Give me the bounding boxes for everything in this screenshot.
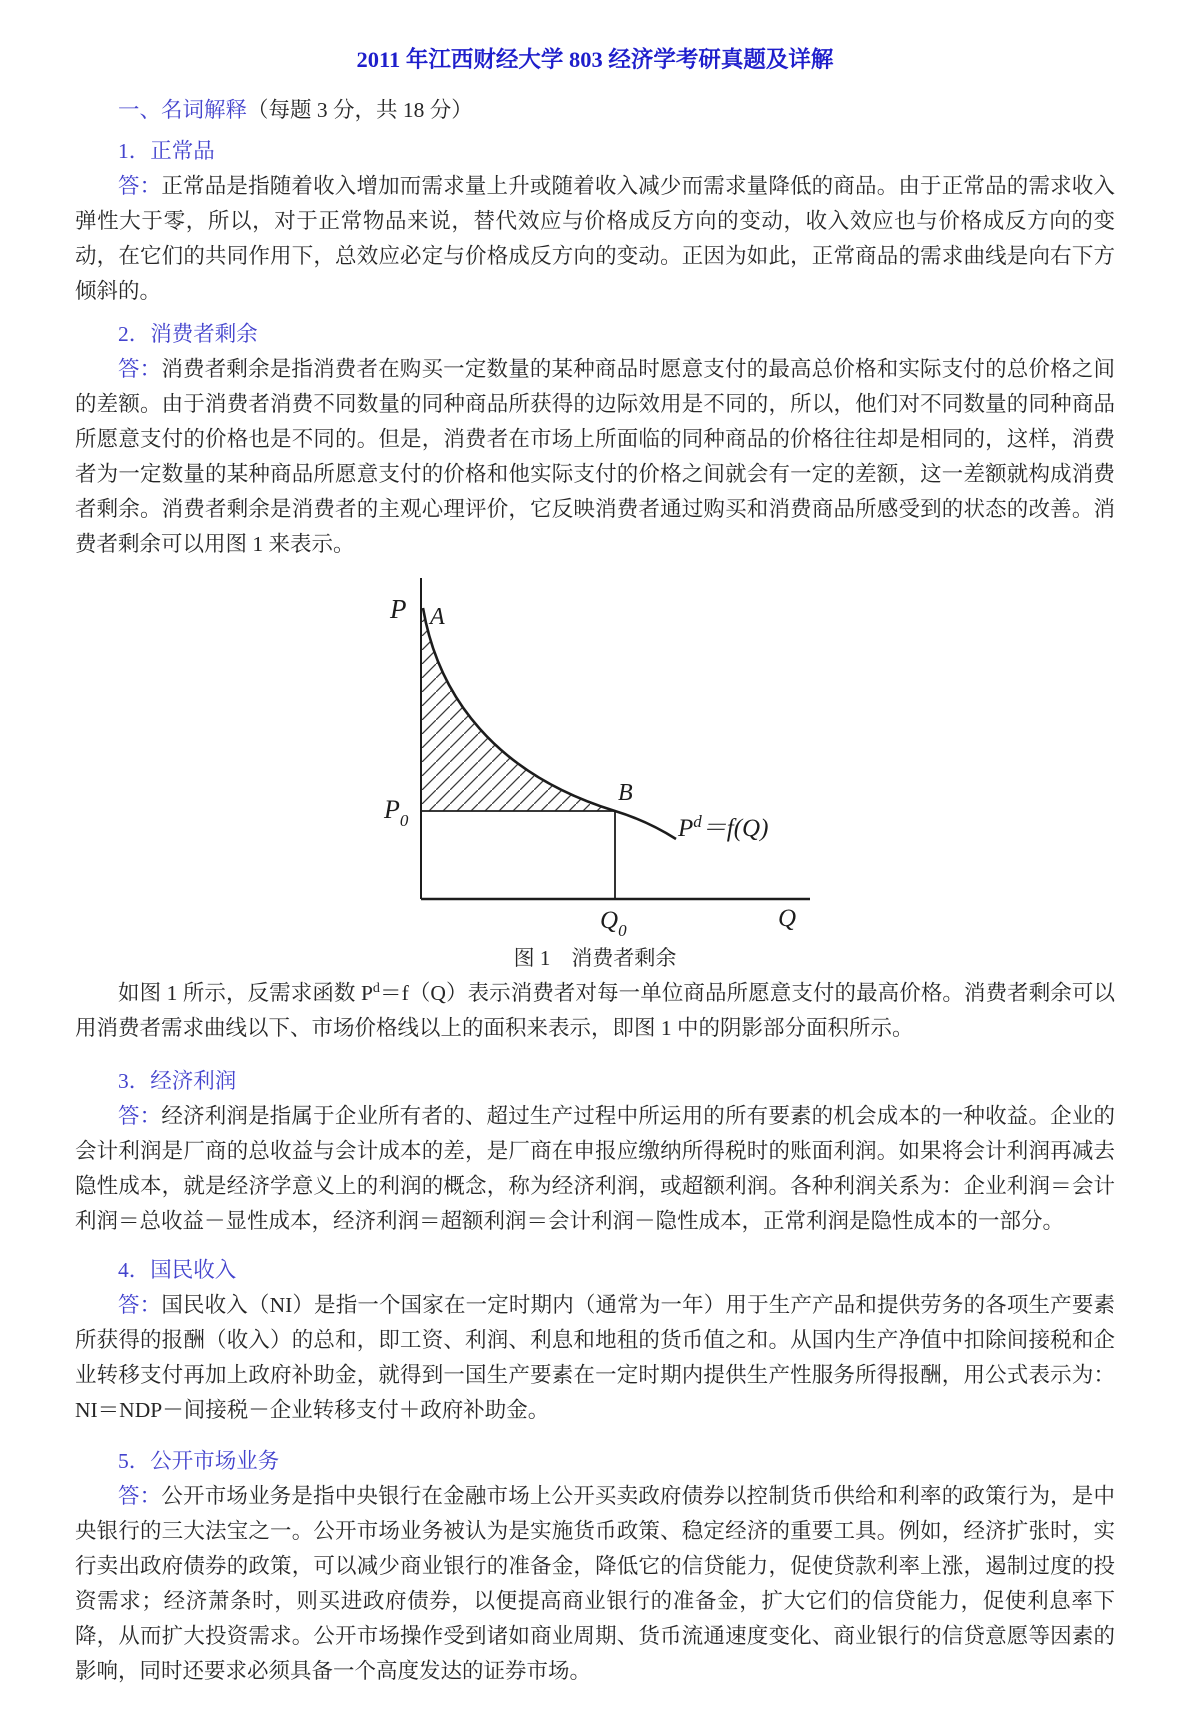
item-1-answer <box>75 169 1115 309</box>
demand-function-label: $P^d=f(Q)$ <box>678 812 769 842</box>
section-heading-label: 一、名词解释 <box>118 98 248 122</box>
item-2-answer <box>75 352 1115 562</box>
answer-prefix: 答： <box>118 174 162 198</box>
answer-prefix: 答： <box>118 357 162 381</box>
consumer-surplus-shaded-region <box>421 608 615 811</box>
item-3-answer <box>75 1099 1115 1239</box>
figure-note-pre: 如图 1 所示，反需求函数 P <box>118 981 373 1005</box>
point-a-label: A <box>430 604 445 630</box>
item-1-title: 1．正常品 <box>118 139 215 163</box>
item-4-answer <box>75 1288 1115 1428</box>
answer-text: 正常品是指随着收入增加而需求量上升或随着收入减少而需求量降低的商品。由于正常品的需求收入弹性大于零，所以，对于正常物品来说，替代效应与价格成反方向的变动，收入效应也与价格成反方向的变动，在它们的共同作用下，总效应必定与价格成反方向的变动。正因为如此，正常商品的需求曲线是向右下方倾斜的。 <box>75 174 1115 303</box>
consumer-surplus-diagram <box>380 566 820 941</box>
item-5-title: 5．公开市场业务 <box>118 1449 280 1473</box>
answer-text: 国民收入（NI）是指一个国家在一定时期内（通常为一年）用于生产产品和提供劳务的各项生产要素所获得的报酬（收入）的总和，即工资、利润、利息和地租的货币值之和。从国内生产净值中扣除间接税和企业转移支付再加上政府补助金，就得到一国生产要素在一定时期内提供生产性服务所得报酬，用公式表示为：NI＝NDP－间接税－企业转移支付＋政府补助金。 <box>75 1293 1115 1422</box>
section-heading <box>75 93 1115 128</box>
answer-prefix: 答： <box>118 1293 162 1317</box>
figure-caption: 图 1 消费者剩余 <box>513 946 677 970</box>
q0-label: $Q_0$ <box>600 907 627 940</box>
y-axis-label: P <box>390 594 407 624</box>
figure-note-sup: d <box>372 980 380 996</box>
section-score-note: （每题 3 分，共 18 分） <box>247 98 473 122</box>
document-page <box>0 42 1190 1689</box>
answer-prefix: 答： <box>118 1104 162 1128</box>
item-4-title: 4．国民收入 <box>118 1258 237 1282</box>
answer-prefix: 答： <box>118 1484 162 1508</box>
item-2-title: 2．消费者剩余 <box>118 322 258 346</box>
p0-label: $P_0$ <box>384 795 409 830</box>
answer-text: 经济利润是指属于企业所有者的、超过生产过程中所运用的所有要素的机会成本的一种收益。企业的会计利润是厂商的总收益与会计成本的差，是厂商在申报应缴纳所得税时的账面利润。如果将会计利润再减去隐性成本，就是经济学意义上的利润的概念，称为经济利润，或超额利润。各种利润关系为：企业利润＝会计利润＝总收益－显性成本，经济利润＝超额利润＝会计利润－隐性成本，正常利润是隐性成本的一部分。 <box>75 1104 1115 1233</box>
answer-text: 消费者剩余是指消费者在购买一定数量的某种商品时愿意支付的最高总价格和实际支付的总价格之间的差额。由于消费者消费不同数量的同种商品所获得的边际效用是不同的，所以，他们对不同数量的同种商品所愿意支付的价格也是不同的。但是，消费者在市场上所面临的同种商品的价格往往却是相同的，这样，消费者为一定数量的某种商品所愿意支付的价格和他实际支付的价格之间就会有一定的差额，这一差额就构成消费者剩余。消费者剩余是消费者的主观心理评价，它反映消费者通过购买和消费商品所感受到的状态的改善。消费者剩余可以用图 1 来表示。 <box>75 357 1115 556</box>
item-5-answer <box>75 1479 1115 1689</box>
consumer-surplus-figure <box>380 566 820 941</box>
figure-note-post: ＝f（Q）表示消费者对每一单位商品所愿意支付的最高价格。消费者剩余可以用消费者需求曲线以下、市场价格线以上的面积来表示，即图 1 中的阴影部分面积所示。 <box>75 981 1115 1040</box>
page-title: 2011 年江西财经大学 803 经济学考研真题及详解 <box>356 47 834 72</box>
x-axis-label: Q <box>778 905 797 932</box>
answer-text: 公开市场业务是指中央银行在金融市场上公开买卖政府债券以控制货币供给和利率的政策行为，是中央银行的三大法宝之一。公开市场业务被认为是实施货币政策、稳定经济的重要工具。例如，经济扩张时，实行卖出政府债券的政策，可以减少商业银行的准备金，降低它的信贷能力，促使贷款利率上涨，遏制过度的投资需求；经济萧条时，则买进政府债券，以便提高商业银行的准备金，扩大它们的信贷能力，促使利息率下降，从而扩大投资需求。公开市场操作受到诸如商业周期、货币流通速度变化、商业银行的信贷意愿等因素的影响，同时还要求必须具备一个高度发达的证券市场。 <box>75 1484 1115 1683</box>
item-3-title: 3．经济利润 <box>118 1069 237 1093</box>
figure-note-paragraph <box>75 976 1115 1046</box>
point-b-label: B <box>618 780 633 806</box>
